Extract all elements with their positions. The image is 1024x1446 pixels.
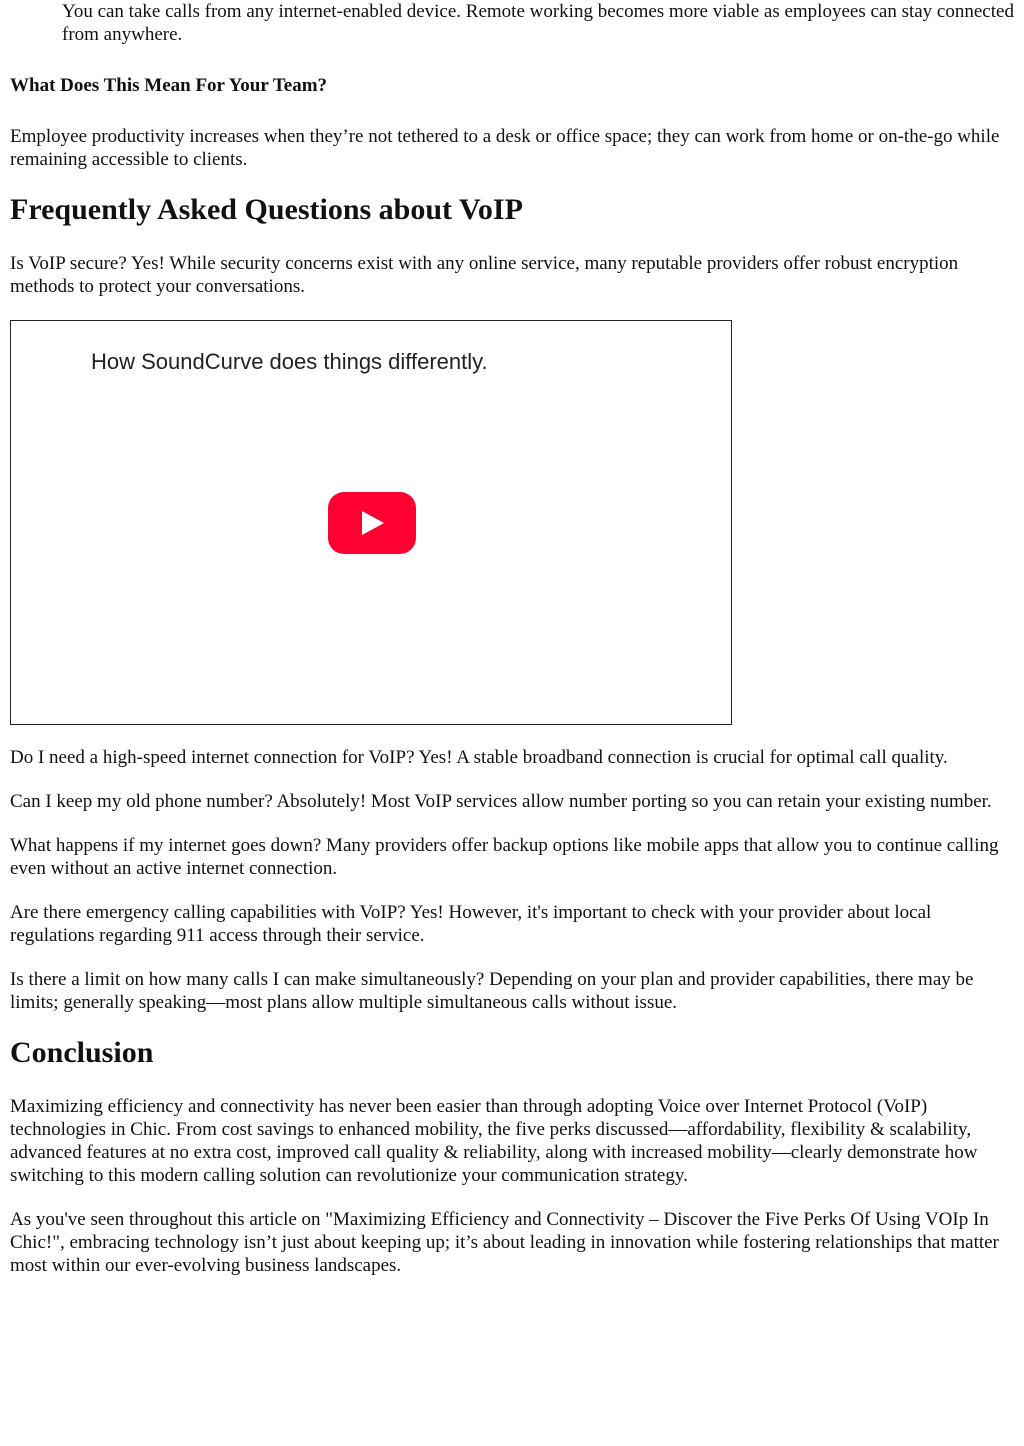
team-section-heading: What Does This Mean For Your Team? (10, 75, 328, 96)
team-section-paragraph: Employee productivity increases when they’re not tethered to a desk or office space; they can work from home or on-the-go while remaining accessible to clients. (10, 126, 1000, 170)
conclusion-paragraph: Maximizing efficiency and connectivity has never been easier than through adopting Voice over Internet Protocol (VoIP) technologies in Chic. From cost savings to enhanced mobility, the five perks discussed—affordability, flexibility & scalability, advanced features at no extra cost, improved call quality & reliability, along with increased mobility—clearly demonstrate how switching to this modern calling solution can revolutionize your communication strategy. (10, 1096, 978, 1186)
intro-continued-text: You can take calls from any internet-enabled device. Remote working becomes more viable as employees can stay connected from anywhere. (62, 1, 1014, 45)
play-button[interactable] (328, 492, 416, 554)
video-embed[interactable] (10, 320, 732, 725)
video-title: How SoundCurve does things differently. (91, 349, 488, 374)
play-icon (362, 511, 384, 535)
faq-item: Is VoIP secure? Yes! While security concerns exist with any online service, many reputable providers offer robust encryption methods to protect your conversations. (10, 253, 959, 297)
faq-item: Do I need a high-speed internet connection for VoIP? Yes! A stable broadband connection is crucial for optimal call quality. (10, 747, 948, 768)
faq-item: What happens if my internet goes down? Many providers offer backup options like mobile apps that allow you to continue calling even without an active internet connection. (10, 835, 999, 879)
faq-item: Is there a limit on how many calls I can make simultaneously? Depending on your plan and provider capabilities, there may be limits; generally speaking—most plans allow multiple simultaneous calls without issue. (10, 969, 974, 1013)
faq-item: Can I keep my old phone number? Absolutely! Most VoIP services allow number porting so you can retain your existing number. (10, 791, 992, 812)
conclusion-paragraph: As you've seen throughout this article on "Maximizing Efficiency and Connectivity – Discover the Five Perks Of Using VOIp In Chic!", embracing technology isn’t just about keeping up; it’s about leading in innovation while fostering relationships that matter most within our ever-evolving business landscapes. (10, 1209, 999, 1276)
faq-heading: Frequently Asked Questions about VoIP (10, 193, 523, 226)
conclusion-heading: Conclusion (10, 1036, 154, 1069)
faq-item: Are there emergency calling capabilities with VoIP? Yes! However, it's important to check with your provider about local regulations regarding 911 access through their service. (10, 902, 932, 946)
